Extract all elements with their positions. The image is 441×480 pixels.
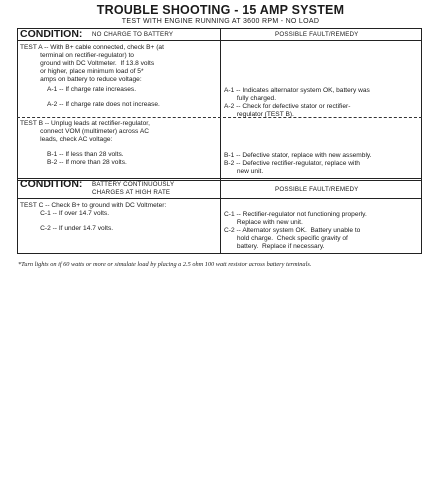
test-b1-step: B-1 -- If less than 28 volts. [47, 151, 124, 158]
a1-fault-line: A-1 -- Indicates alternator system OK, battery was [224, 87, 370, 94]
condition-label: CONDITION: [20, 178, 83, 190]
test-b-line: TEST B -- Unplug leads at rectifier-regulator, [20, 120, 150, 127]
condition-text: BATTERY CONTINUOUSLY [92, 181, 175, 188]
test-b2-step: B-2 -- If more than 28 volts. [47, 159, 127, 166]
c1-fault-line: Replace with new unit. [224, 219, 303, 226]
condition-text: NO CHARGE TO BATTERY [92, 31, 174, 38]
a1-fault-line: fully charged. [224, 95, 277, 102]
table-column-divider [220, 28, 221, 181]
test-a-line: terminal on rectifier-regulator) to [20, 52, 134, 59]
page-subtitle: TEST WITH ENGINE RUNNING AT 3600 RPM - NO LOAD [121, 18, 320, 25]
fault-column-header: POSSIBLE FAULT/REMEDY [275, 31, 359, 38]
test-a-line: amps on battery to reduce voltage: [20, 76, 142, 83]
test-divider [17, 117, 422, 118]
test-a-line: ground with DC Voltmeter. If 13.8 volts [20, 60, 155, 67]
c1-fault-line: C-1 -- Rectifier-regulator not functioning properly. [224, 211, 367, 218]
test-c-line: C-2 -- If under 14.7 volts. [20, 225, 114, 232]
test-a-line: or higher, place minimum load of 5* [20, 68, 144, 75]
a2-fault-line: A-2 -- Check for defective stator or rectifier- [224, 103, 351, 110]
a2-fault-line: regulator (TEST B). [224, 111, 294, 118]
test-a2-step: A-2 -- If charge rate does not increase. [47, 101, 160, 108]
test-c-line: C-1 -- If over 14.7 volts. [20, 210, 110, 217]
page-title: TROUBLE SHOOTING - 15 AMP SYSTEM [96, 3, 345, 17]
test-b-line: connect VOM (multimeter) across AC [20, 128, 149, 135]
c2-fault-line: battery. Replace if necessary. [224, 243, 325, 250]
table-column-divider [220, 178, 221, 254]
fault-column-header: POSSIBLE FAULT/REMEDY [275, 186, 359, 193]
test-a1-step: A-1 -- If charge rate increases. [47, 86, 137, 93]
footnote: *Turn lights on if 60 watts or more or simulate load by placing a 2.5 ohm 100 watt resistor across battery terminals. [18, 261, 312, 268]
b2-fault-line: B-2 -- Defective rectifier-regulator, replace with [224, 160, 360, 167]
c2-fault-line: hold charge. Check specific gravity of [224, 235, 348, 242]
test-c-line: TEST C -- Check B+ to ground with DC Voltmeter: [20, 202, 167, 209]
c2-fault-line: C-2 -- Alternator system OK. Battery unable to [224, 227, 361, 234]
test-a-line: TEST A -- With B+ cable connected, check B+ (at [20, 44, 164, 51]
test-b-line: leads, check AC voltage: [20, 136, 113, 143]
b2-fault-line: new unit. [224, 168, 264, 175]
condition-text: CHARGES AT HIGH RATE [92, 189, 171, 196]
condition-label: CONDITION: [20, 28, 83, 40]
b1-fault-line: B-1 -- Defective stator, replace with new assembly. [224, 152, 372, 159]
